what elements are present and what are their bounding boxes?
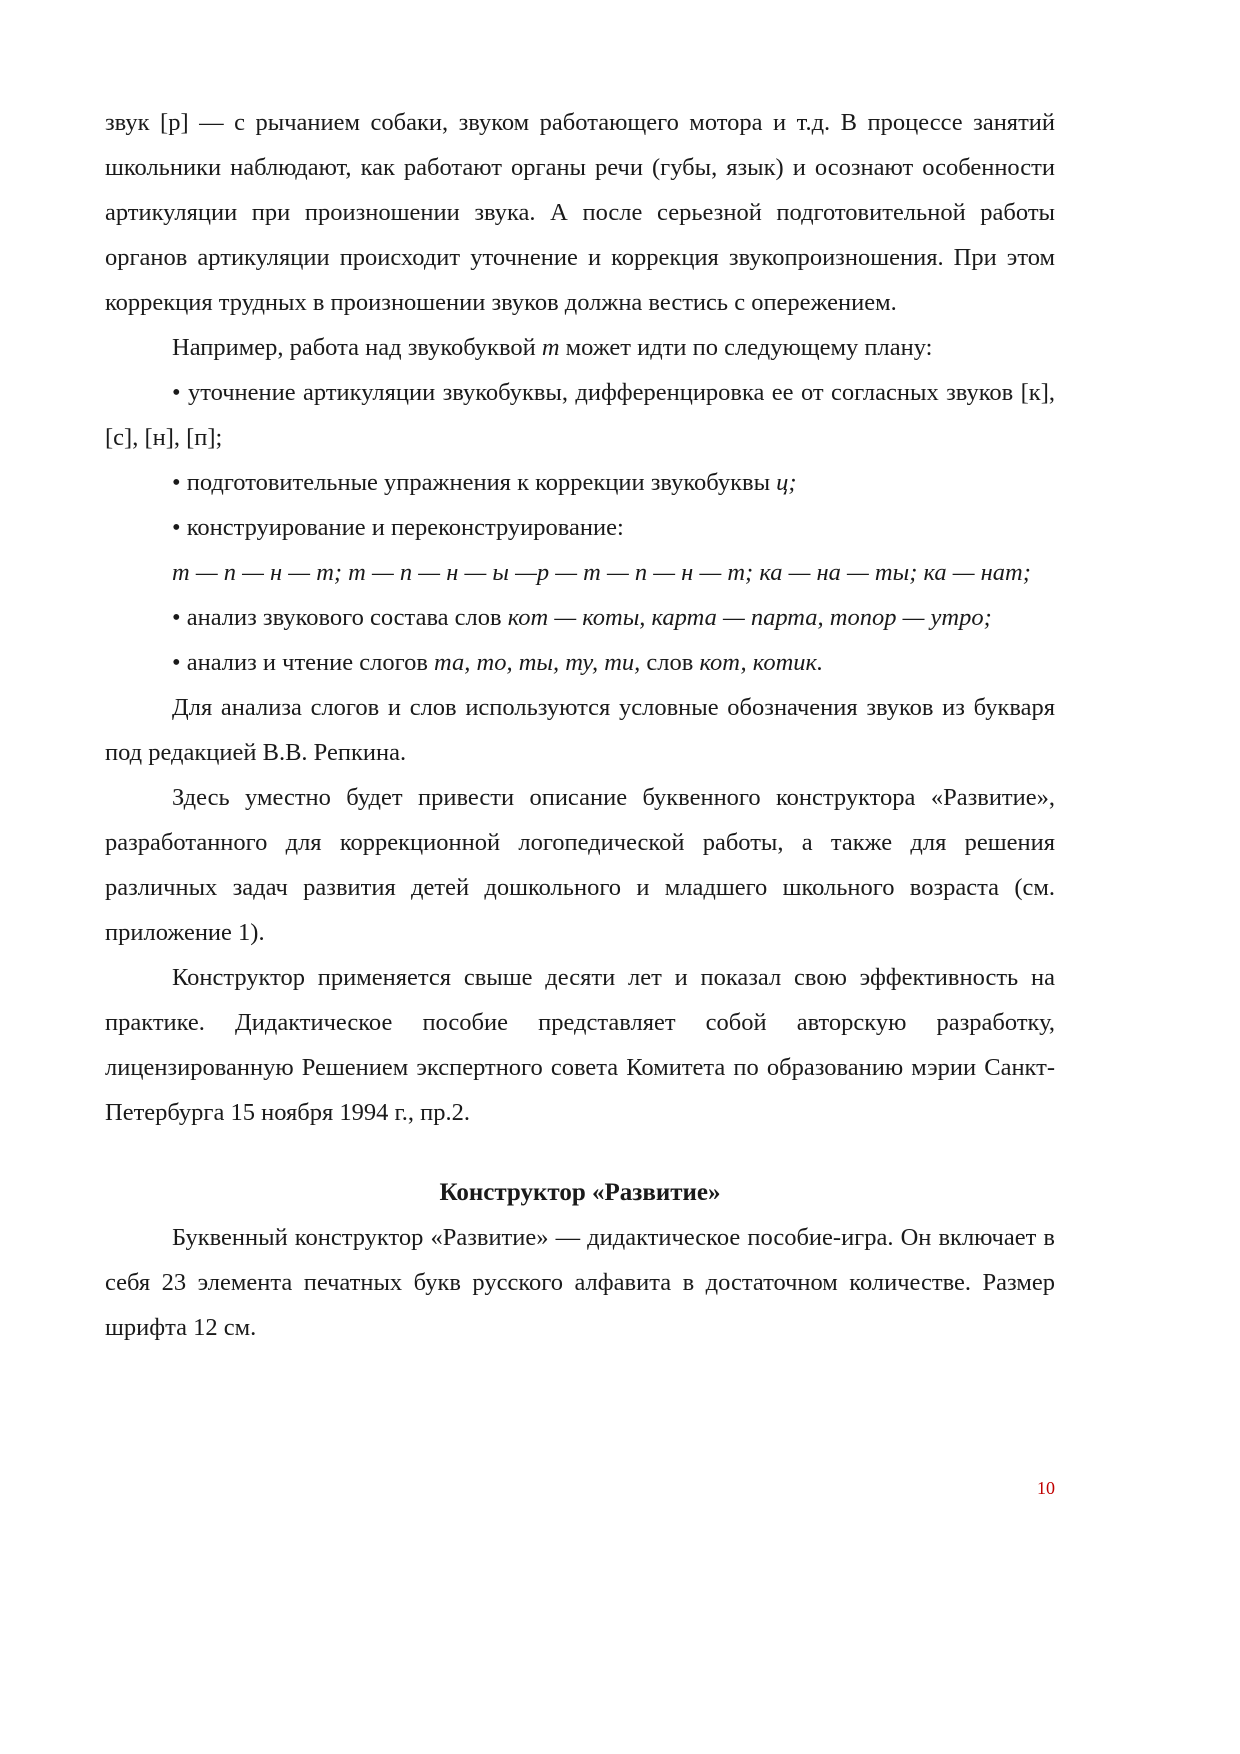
document-page	[105, 100, 1055, 1350]
text: слов	[640, 649, 700, 676]
text: • анализ звукового состава слов	[172, 604, 508, 631]
sequence-line	[105, 550, 1055, 595]
section-heading: Конструктор «Развитие»	[439, 1179, 721, 1206]
bullet-item: • конструирование и переконструирование:	[172, 514, 624, 541]
text: • подготовительные упражнения к коррекции звукобуквы	[172, 469, 777, 496]
text: Например, работа над звукобуквой	[172, 334, 542, 361]
paragraph: Буквенный конструктор «Развитие» — дидактическое пособие-игра. Он включает в себя 23 элемента печатных букв русского алфавита в достаточном количестве. Размер шрифта 12 см.	[105, 1224, 1055, 1341]
paragraph: Конструктор применяется свыше десяти лет и показал свою эффективность на практике. Дидактическое пособие представляет собой авторскую разработку, лицензированную Решением экспертного совета Комитета по образованию мэрии Санкт-Петербурга 15 ноября 1994 г., пр.2.	[105, 964, 1055, 1126]
italic-words: кот, котик.	[699, 649, 824, 676]
page-number: 10	[1037, 1478, 1055, 1498]
italic-letter: ц;	[776, 469, 797, 496]
bullet-item	[105, 595, 1055, 640]
italic-words: кот — коты, карта — парта, топор — утро;	[507, 604, 992, 631]
paragraph	[105, 325, 1055, 370]
bullet-item: • уточнение артикуляции звукобуквы, дифференцировка ее от согласных звуков [к], [с], [н], [п];	[105, 379, 1055, 451]
italic-letter: т	[541, 334, 560, 361]
text: может идти по следующему плану:	[559, 334, 933, 361]
bullet-item	[105, 460, 1055, 505]
paragraph: Здесь уместно будет привести описание буквенного конструктора «Развитие», разработанного для коррекционной логопедической работы, а также для решения различных задач развития детей дошкольного и младшего школьного возраста (см. приложение 1).	[105, 784, 1055, 946]
italic-sequence: т — п — н — т; т — п — н — ы —р — т — п — н — т; ка — на — ты; ка — нат;	[172, 559, 1031, 586]
bullet-item	[105, 640, 1055, 685]
italic-syllables: та, то, ты, ту, ти,	[434, 649, 641, 676]
text: • анализ и чтение слогов	[172, 649, 435, 676]
paragraph: звук [р] — с рычанием собаки, звуком работающего мотора и т.д. В процессе занятий школьники наблюдают, как работают органы речи (губы, язык) и осознают особенности артикуляции при произношении звука. А после серьезной подготовительной работы органов артикуляции происходит уточнение и коррекция звукопроизношения. При этом коррекция трудных в произношении звуков должна вестись с опережением.	[105, 109, 1055, 316]
paragraph: Для анализа слогов и слов используются условные обозначения звуков из букваря под редакцией В.В. Репкина.	[105, 694, 1055, 766]
